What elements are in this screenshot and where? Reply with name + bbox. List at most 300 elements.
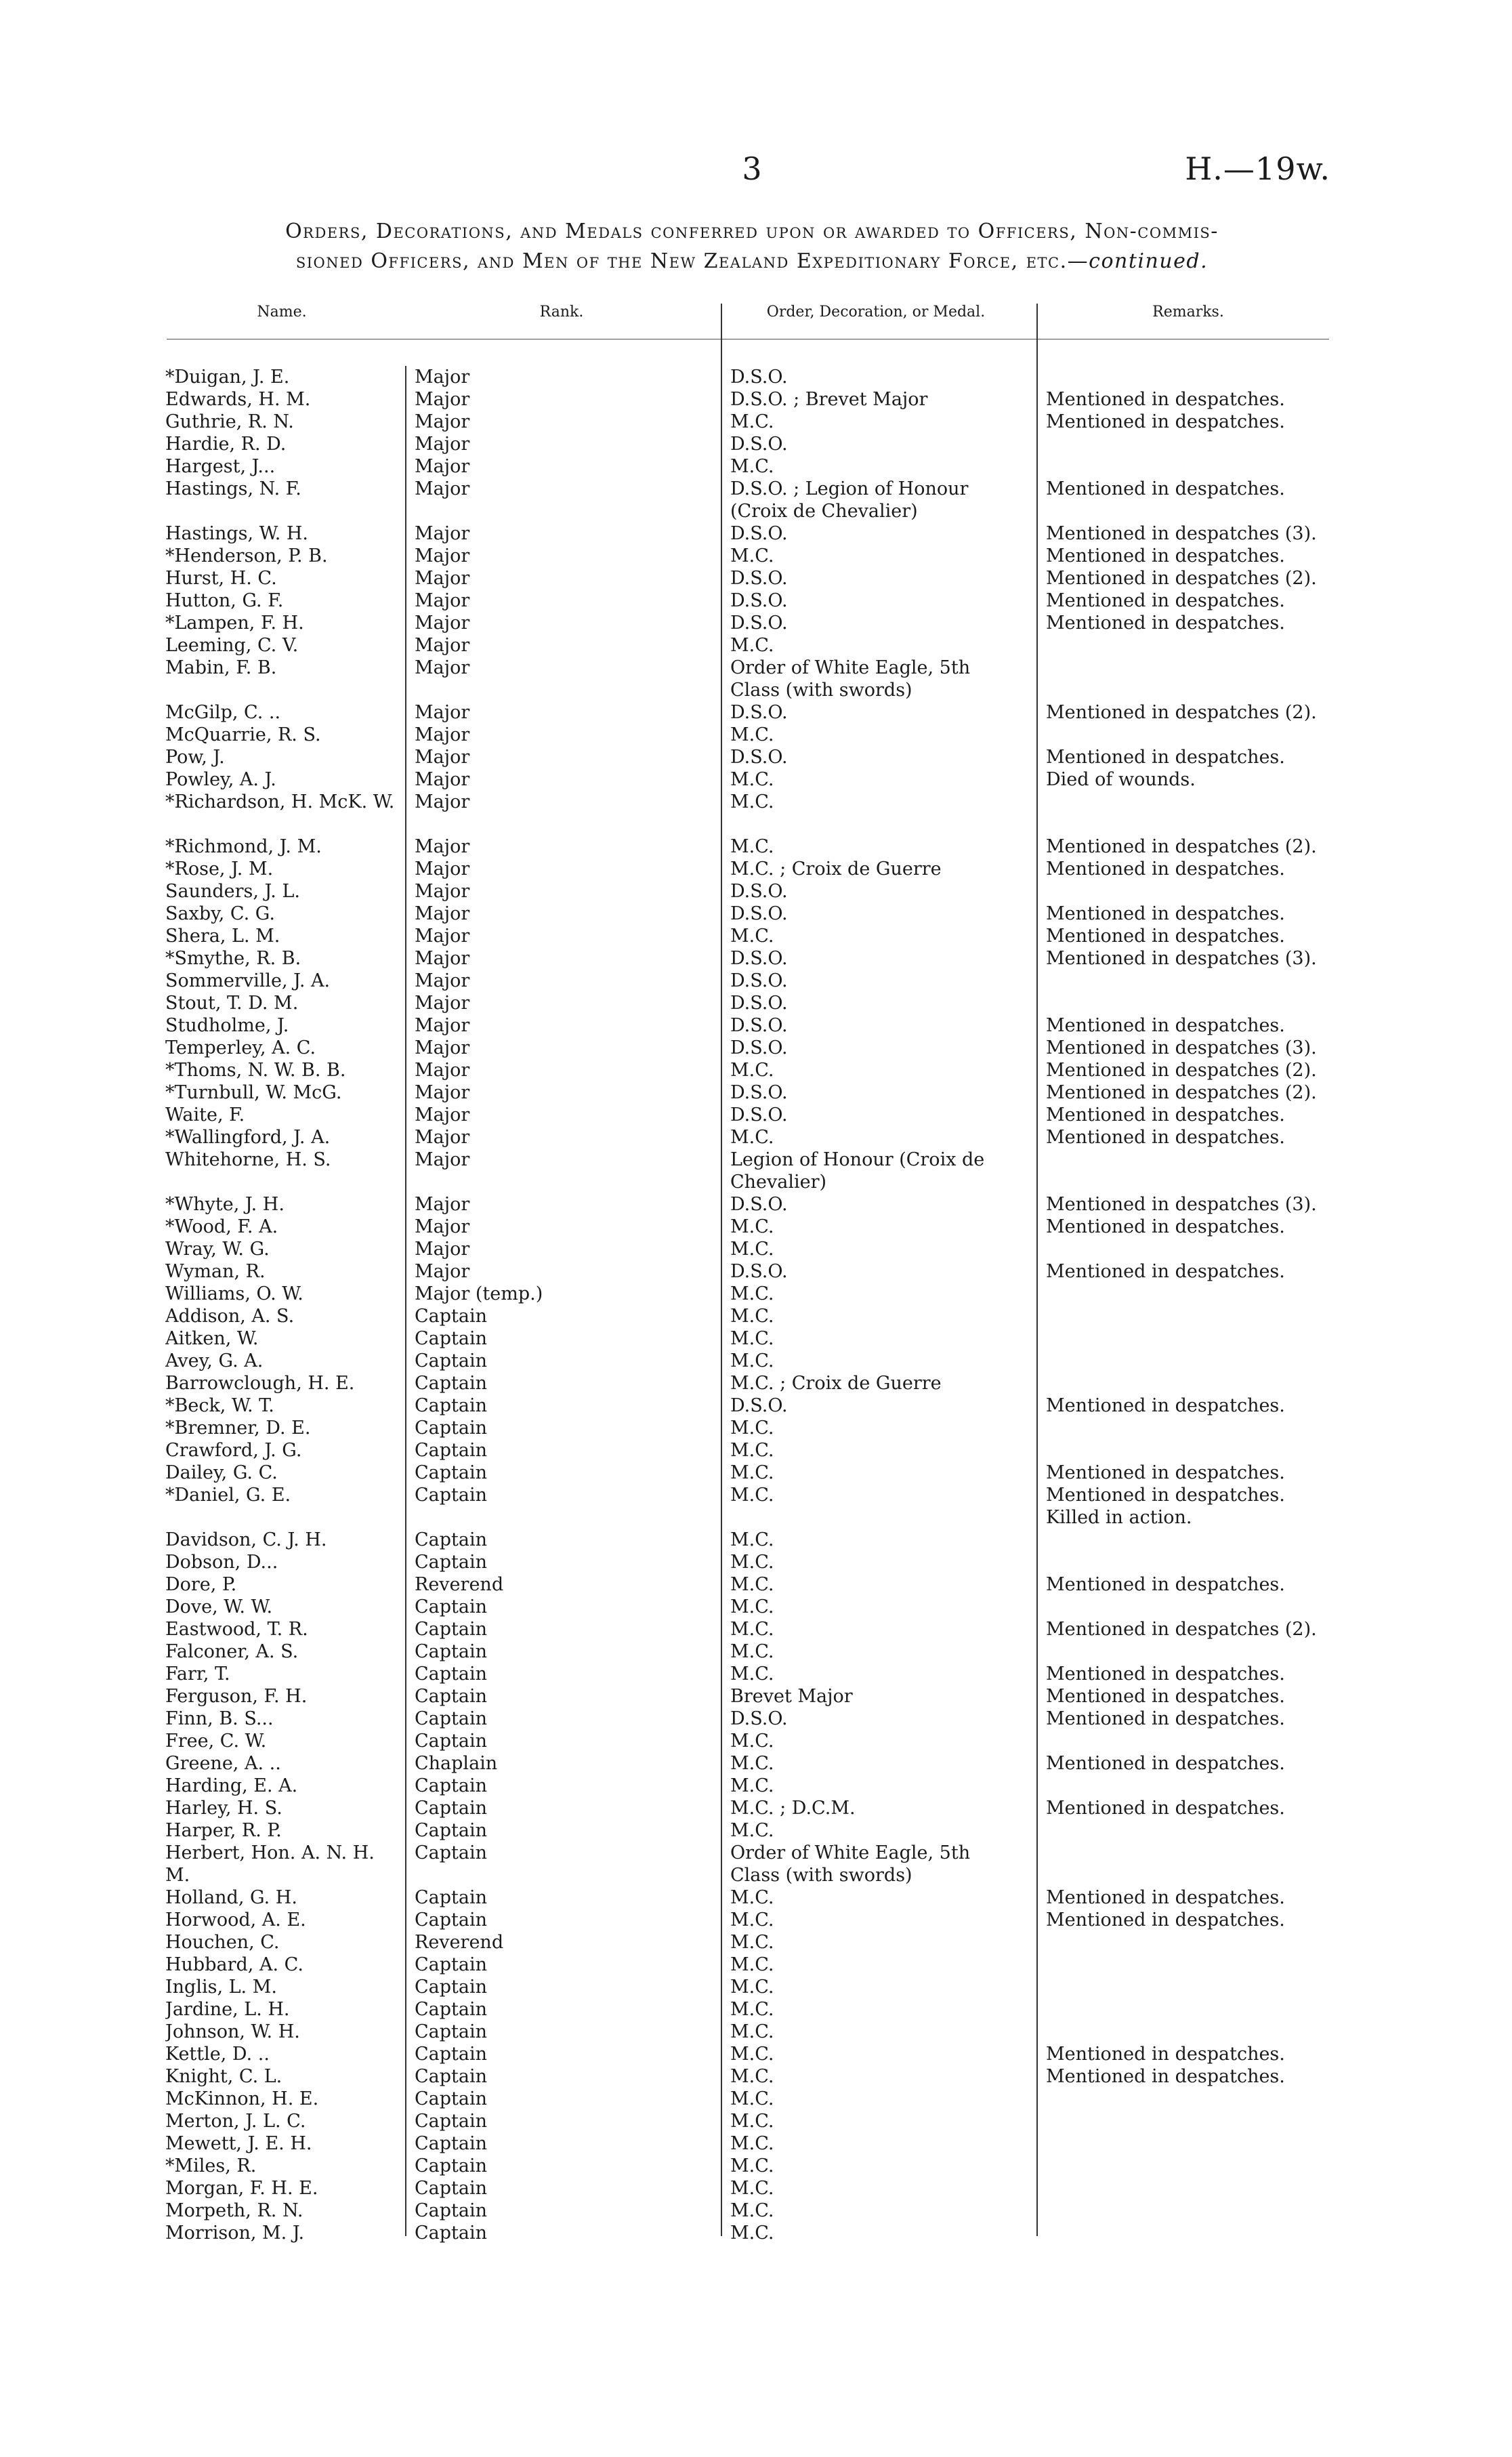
award-cell: D.S.O. (730, 613, 788, 634)
name-cell: *Turnbull, W. McG. (165, 1082, 342, 1103)
rank-cell: Captain (415, 1619, 488, 1640)
table-row (0, 388, 1512, 411)
column-header-name: Name. (257, 304, 307, 321)
table-row (0, 1238, 1512, 1260)
table-row (0, 1149, 1512, 1193)
name-cell: Guthrie, R. N. (165, 411, 294, 432)
rank-cell: Captain (415, 1909, 488, 1930)
table-row (0, 1618, 1512, 1640)
rank-cell: Captain (415, 1552, 488, 1573)
table-row (0, 1976, 1512, 1998)
name-cell: Kettle, D. .. (165, 2044, 270, 2065)
award-cell: M.C. (730, 1350, 774, 1371)
table-row (0, 411, 1512, 433)
award-cell: D.S.O. ; Brevet Major (730, 389, 928, 410)
rank-cell: Captain (415, 1418, 488, 1439)
table-row (0, 1551, 1512, 1573)
name-cell: Hurst, H. C. (165, 568, 277, 589)
rank-cell: Major (415, 1015, 470, 1036)
rank-cell: Major (415, 970, 470, 991)
name-cell: Studholme, J. (165, 1015, 289, 1036)
rank-cell: Captain (415, 1954, 488, 1975)
rank-cell: Major (415, 702, 470, 723)
table-row (0, 2222, 1512, 2244)
name-cell: Farr, T. (165, 1664, 230, 1685)
name-cell: Dobson, D... (165, 1552, 278, 1573)
name-cell: *Rose, J. M. (165, 859, 274, 880)
table-row (0, 612, 1512, 634)
award-cell: M.C. (730, 1462, 774, 1483)
table-row (0, 746, 1512, 768)
award-cell: D.S.O. (730, 434, 788, 455)
table-row (0, 903, 1512, 925)
table-row (0, 2043, 1512, 2065)
name-cell: Hastings, W. H. (165, 523, 309, 544)
award-cell: M.C. (730, 1440, 774, 1461)
award-cell: M.C. ; Croix de Guerre (730, 1373, 942, 1394)
table-row (0, 2155, 1512, 2177)
remarks-cell: Mentioned in despatches. (1046, 613, 1285, 634)
rank-cell: Major (415, 1082, 470, 1103)
award-cell: D.S.O. (730, 1708, 788, 1729)
table-row (0, 1998, 1512, 2021)
award-cell: M.C. (730, 1574, 774, 1595)
name-cell: *Thoms, N. W. B. B. (165, 1060, 346, 1081)
name-cell: Finn, B. S... (165, 1708, 274, 1729)
table-row (0, 2200, 1512, 2222)
rank-cell: Major (415, 613, 470, 634)
name-cell: Wray, W. G. (165, 1239, 270, 1260)
rank-cell: Captain (415, 1641, 488, 1662)
name-cell: Eastwood, T. R. (165, 1619, 308, 1640)
name-cell: *Richmond, J. M. (165, 836, 322, 857)
award-cell: M.C. (730, 1619, 774, 1640)
name-cell: *Beck, W. T. (165, 1395, 274, 1416)
award-cell: M.C. (730, 1060, 774, 1081)
remarks-cell: Mentioned in despatches. (1046, 1798, 1285, 1819)
table-row (0, 1640, 1512, 1663)
heading-line-1: Orders, Decorations, and Medals conferred upon or awarded to Officers, Non-commis- (285, 220, 1219, 243)
remarks-cell: Mentioned in despatches. (1046, 1462, 1285, 1483)
award-cell: M.C. (730, 2200, 774, 2221)
award-cell: D.S.O. (730, 970, 788, 991)
table-row (0, 2021, 1512, 2043)
rank-cell: Major (415, 1216, 470, 1237)
award-cell: M.C. (730, 1216, 774, 1237)
table-row (0, 1305, 1512, 1327)
table-row (0, 1663, 1512, 1685)
table-row (0, 1797, 1512, 1819)
award-cell: M.C. (730, 1552, 774, 1573)
name-cell: Mabin, F. B. (165, 657, 277, 678)
remarks-cell: Mentioned in despatches. (1046, 411, 1285, 432)
name-cell: Leeming, C. V. (165, 635, 299, 656)
award-cell: M.C. (730, 411, 774, 432)
name-cell: *Lampen, F. H. (165, 613, 304, 634)
name-cell: Free, C. W. (165, 1731, 267, 1752)
column-header-remarks: Remarks. (1152, 304, 1224, 321)
rank-cell: Captain (415, 1820, 488, 1841)
table-row (0, 1462, 1512, 1484)
name-cell: Herbert, Hon. A. N. H. M. (165, 1842, 375, 1886)
award-cell: D.S.O. (730, 903, 788, 924)
name-cell: Morgan, F. H. E. (165, 2178, 318, 2199)
name-cell: Harding, E. A. (165, 1775, 298, 1796)
rank-cell: Captain (415, 1731, 488, 1752)
table-row (0, 1842, 1512, 1886)
rank-cell: Chaplain (415, 1753, 498, 1774)
award-cell: D.S.O. (730, 1015, 788, 1036)
table-row (0, 545, 1512, 567)
table-row (0, 1954, 1512, 1976)
name-cell: *Richardson, H. McK. W. (165, 791, 395, 812)
heading-continued: continued. (1089, 249, 1209, 273)
remarks-cell: Mentioned in despatches. (1046, 1753, 1285, 1774)
name-cell: Saunders, J. L. (165, 881, 300, 902)
remarks-cell: Mentioned in despatches (3). (1046, 1194, 1317, 1215)
award-cell: M.C. (730, 1529, 774, 1550)
table-row (0, 1775, 1512, 1797)
rank-cell: Captain (415, 1485, 488, 1506)
name-cell: McKinnon, H. E. (165, 2088, 319, 2109)
table-row (0, 1037, 1512, 1059)
table-row (0, 433, 1512, 455)
name-cell: Hardie, R. D. (165, 434, 287, 455)
award-cell: M.C. (730, 1596, 774, 1617)
name-cell: Horwood, A. E. (165, 1909, 306, 1930)
name-cell: Harper, R. P. (165, 1820, 282, 1841)
rank-cell: Captain (415, 1887, 488, 1908)
table-row (0, 701, 1512, 724)
remarks-cell: Mentioned in despatches. (1046, 1395, 1285, 1416)
award-cell: D.S.O. (730, 367, 788, 388)
award-cell: M.C. (730, 2133, 774, 2154)
award-cell: M.C. (730, 1127, 774, 1148)
table-row (0, 1216, 1512, 1238)
table-row (0, 724, 1512, 746)
award-cell: Brevet Major (730, 1686, 853, 1707)
rank-cell: Captain (415, 2021, 488, 2042)
column-header-award: Order, Decoration, or Medal. (766, 304, 986, 321)
table-row (0, 2132, 1512, 2155)
rank-cell: Major (temp.) (415, 1283, 543, 1304)
rank-cell: Reverend (415, 1574, 504, 1595)
rank-cell: Major (415, 367, 470, 388)
remarks-cell: Mentioned in despatches. (1046, 1664, 1285, 1685)
name-cell: Powley, A. J. (165, 769, 276, 790)
award-cell: M.C. (730, 1932, 774, 1953)
name-cell: Sommerville, J. A. (165, 970, 331, 991)
award-cell: D.S.O. (730, 523, 788, 544)
table-row (0, 1752, 1512, 1775)
remarks-cell: Mentioned in despatches (3). (1046, 948, 1317, 969)
table-row (0, 2065, 1512, 2088)
table-row (0, 791, 1512, 835)
rank-cell: Major (415, 747, 470, 768)
rank-cell: Captain (415, 2155, 488, 2176)
award-cell: Order of White Eagle, 5th Class (with swords) (730, 1842, 971, 1886)
award-cell: M.C. (730, 836, 774, 857)
name-cell: McQuarrie, R. S. (165, 724, 321, 745)
award-cell: D.S.O. (730, 702, 788, 723)
name-cell: Inglis, L. M. (165, 1977, 277, 1998)
award-cell: M.C. (730, 1954, 774, 1975)
table-row (0, 947, 1512, 970)
name-cell: Avey, G. A. (165, 1350, 264, 1371)
name-cell: Stout, T. D. M. (165, 993, 299, 1014)
table-row (0, 1395, 1512, 1417)
rank-cell: Major (415, 1261, 470, 1282)
rank-cell: Reverend (415, 1932, 504, 1953)
table-row (0, 970, 1512, 992)
rank-cell: Captain (415, 2133, 488, 2154)
document-reference: H.—19w. (1185, 150, 1330, 187)
remarks-cell: Mentioned in despatches. (1046, 903, 1285, 924)
name-cell: Dove, W. W. (165, 1596, 273, 1617)
rank-cell: Captain (415, 2066, 488, 2087)
rank-cell: Captain (415, 1999, 488, 2020)
table-row (0, 522, 1512, 545)
award-cell: D.S.O. (730, 1037, 788, 1058)
award-cell: D.S.O. (730, 1082, 788, 1103)
remarks-cell: Mentioned in despatches. (1046, 1216, 1285, 1237)
table-row (0, 2177, 1512, 2200)
award-cell: M.C. (730, 1641, 774, 1662)
table-row (0, 1819, 1512, 1842)
rank-cell: Captain (415, 1798, 488, 1819)
rank-cell: Captain (415, 1775, 488, 1796)
award-cell: M.C. (730, 1306, 774, 1327)
award-cell: D.S.O. (730, 747, 788, 768)
award-cell: D.S.O. (730, 948, 788, 969)
rank-cell: Major (415, 434, 470, 455)
rank-cell: Major (415, 859, 470, 880)
name-cell: *Duigan, J. E. (165, 367, 290, 388)
heading-line-2: sioned Officers, and Men of the New Zealand Expeditionary Force, etc.— (295, 249, 1089, 273)
award-cell: M.C. (730, 1775, 774, 1796)
remarks-cell: Mentioned in despatches (2). (1046, 568, 1317, 589)
award-cell: D.S.O. ; Legion of Honour (Croix de Chevalier) (730, 478, 969, 522)
award-cell: D.S.O. (730, 881, 788, 902)
rank-cell: Major (415, 1104, 470, 1126)
name-cell: Addison, A. S. (165, 1306, 295, 1327)
rank-cell: Captain (415, 2044, 488, 2065)
table-row (0, 1909, 1512, 1931)
rank-cell: Captain (415, 2178, 488, 2199)
rank-cell: Major (415, 724, 470, 745)
name-cell: McGilp, C. .. (165, 702, 281, 723)
remarks-cell: Mentioned in despatches (2). (1046, 702, 1317, 723)
award-cell: M.C. (730, 1909, 774, 1930)
rank-cell: Major (415, 478, 470, 499)
award-cell: M.C. (730, 791, 774, 812)
table-row (0, 1126, 1512, 1149)
name-cell: Edwards, H. M. (165, 389, 311, 410)
name-cell: Hubbard, A. C. (165, 1954, 303, 1975)
award-cell: M.C. (730, 1664, 774, 1685)
rank-cell: Major (415, 1239, 470, 1260)
rank-cell: Captain (415, 1328, 488, 1349)
name-cell: Johnson, W. H. (165, 2021, 300, 2042)
name-cell: Holland, G. H. (165, 1887, 297, 1908)
remarks-cell: Mentioned in despatches (2). (1046, 1619, 1317, 1640)
remarks-cell: Mentioned in despatches. (1046, 1104, 1285, 1126)
award-cell: Order of White Eagle, 5th Class (with swords) (730, 657, 971, 701)
award-cell: M.C. (730, 1753, 774, 1774)
name-cell: Pow, J. (165, 747, 225, 768)
table-row (0, 1708, 1512, 1730)
rank-cell: Major (415, 881, 470, 902)
award-cell: M.C. (730, 1485, 774, 1506)
award-cell: D.S.O. (730, 993, 788, 1014)
name-cell: *Smythe, R. B. (165, 948, 301, 969)
award-cell: M.C. (730, 635, 774, 656)
rank-cell: Captain (415, 1462, 488, 1483)
rank-cell: Captain (415, 1664, 488, 1685)
award-cell: M.C. (730, 2044, 774, 2065)
rank-cell: Captain (415, 1686, 488, 1707)
table-row (0, 768, 1512, 791)
award-cell: M.C. (730, 926, 774, 947)
award-cell: D.S.O. (730, 1194, 788, 1215)
award-cell: M.C. (730, 545, 774, 566)
page-number: 3 (742, 150, 762, 187)
name-cell: Temperley, A. C. (165, 1037, 316, 1058)
table-row (0, 1529, 1512, 1551)
remarks-cell: Mentioned in despatches (2). (1046, 836, 1317, 857)
rank-cell: Major (415, 1037, 470, 1058)
table-row (0, 2088, 1512, 2110)
table-row (0, 925, 1512, 947)
table-row (0, 1350, 1512, 1372)
name-cell: *Bremner, D. E. (165, 1418, 311, 1439)
table-row (0, 1260, 1512, 1283)
table-row (0, 1573, 1512, 1596)
name-cell: *Wallingford, J. A. (165, 1127, 331, 1148)
name-cell: Davidson, C. J. H. (165, 1529, 327, 1550)
award-cell: D.S.O. (730, 590, 788, 611)
rank-cell: Major (415, 456, 470, 477)
name-cell: Falconer, A. S. (165, 1641, 299, 1662)
name-cell: Aitken, W. (165, 1328, 259, 1349)
table-row (0, 455, 1512, 478)
rank-cell: Captain (415, 1350, 488, 1371)
name-cell: Harley, H. S. (165, 1798, 282, 1819)
table-row (0, 992, 1512, 1014)
name-cell: Saxby, C. G. (165, 903, 275, 924)
rank-cell: Major (415, 590, 470, 611)
rank-cell: Major (415, 903, 470, 924)
table-row (0, 1484, 1512, 1529)
table-row (0, 478, 1512, 522)
remarks-cell: Mentioned in despatches. (1046, 926, 1285, 947)
award-cell: M.C. (730, 2111, 774, 2132)
table-row (0, 1730, 1512, 1752)
rank-cell: Major (415, 1149, 470, 1170)
award-cell: M.C. (730, 1239, 774, 1260)
rank-cell: Captain (415, 2111, 488, 2132)
remarks-cell: Died of wounds. (1046, 769, 1196, 790)
name-cell: Hastings, N. F. (165, 478, 301, 499)
rank-cell: Major (415, 1127, 470, 1148)
award-cell: Legion of Honour (Croix de Chevalier) (730, 1149, 985, 1193)
remarks-cell: Mentioned in despatches (3). (1046, 1037, 1317, 1058)
rank-cell: Captain (415, 1440, 488, 1461)
award-cell: M.C. (730, 2088, 774, 2109)
remarks-cell: Mentioned in despatches. (1046, 2066, 1285, 2087)
award-cell: M.C. (730, 1283, 774, 1304)
name-cell: Mewett, J. E. H. (165, 2133, 312, 2154)
rank-cell: Major (415, 993, 470, 1014)
award-cell: M.C. (730, 2021, 774, 2042)
rank-cell: Captain (415, 2223, 488, 2244)
table-row (0, 1081, 1512, 1104)
name-cell: Whitehorne, H. S. (165, 1149, 331, 1170)
name-cell: Barrowclough, H. E. (165, 1373, 355, 1394)
award-cell: M.C. ; D.C.M. (730, 1798, 856, 1819)
table-row (0, 1439, 1512, 1462)
rank-cell: Major (415, 568, 470, 589)
name-cell: Knight, C. L. (165, 2066, 282, 2087)
remarks-cell: Mentioned in despatches. (1046, 2044, 1285, 2065)
rank-cell: Major (415, 769, 470, 790)
award-cell: M.C. (730, 2155, 774, 2176)
table-row (0, 366, 1512, 388)
name-cell: Waite, F. (165, 1104, 245, 1126)
name-cell: *Henderson, P. B. (165, 545, 328, 566)
table-row (0, 1327, 1512, 1350)
remarks-cell: Mentioned in despatches. (1046, 545, 1285, 566)
name-cell: Wyman, R. (165, 1261, 266, 1282)
remarks-cell: Mentioned in despatches (2). (1046, 1060, 1317, 1081)
rank-cell: Captain (415, 2088, 488, 2109)
award-cell: M.C. (730, 1418, 774, 1439)
rank-cell: Captain (415, 2200, 488, 2221)
remarks-cell: Mentioned in despatches. (1046, 1909, 1285, 1930)
rank-cell: Captain (415, 1842, 488, 1863)
name-cell: Ferguson, F. H. (165, 1686, 308, 1707)
rank-cell: Captain (415, 1596, 488, 1617)
rank-cell: Captain (415, 1395, 488, 1416)
award-cell: M.C. (730, 2066, 774, 2087)
table-row (0, 1886, 1512, 1909)
remarks-cell: Mentioned in despatches. (1046, 1261, 1285, 1282)
name-cell: *Whyte, J. H. (165, 1194, 285, 1215)
name-cell: Dailey, G. C. (165, 1462, 278, 1483)
table-row (0, 858, 1512, 880)
rank-cell: Major (415, 635, 470, 656)
remarks-cell: Mentioned in despatches. (1046, 1127, 1285, 1148)
rank-cell: Captain (415, 1306, 488, 1327)
award-cell: M.C. (730, 2223, 774, 2244)
table-row (0, 567, 1512, 590)
remarks-cell: Mentioned in despatches. (1046, 389, 1285, 410)
award-cell: M.C. ; Croix de Guerre (730, 859, 942, 880)
remarks-cell: Mentioned in despatches. Killed in action. (1046, 1485, 1285, 1528)
rank-cell: Major (415, 926, 470, 947)
name-cell: Hargest, J... (165, 456, 276, 477)
rank-cell: Captain (415, 1529, 488, 1550)
column-header-rank: Rank. (539, 304, 584, 321)
award-cell: M.C. (730, 1887, 774, 1908)
name-cell: *Daniel, G. E. (165, 1485, 291, 1506)
rank-cell: Major (415, 1194, 470, 1215)
rank-cell: Major (415, 791, 470, 812)
table-row (0, 1372, 1512, 1395)
name-cell: *Miles, R. (165, 2155, 257, 2176)
remarks-cell: Mentioned in despatches. (1046, 1708, 1285, 1729)
award-cell: D.S.O. (730, 1395, 788, 1416)
